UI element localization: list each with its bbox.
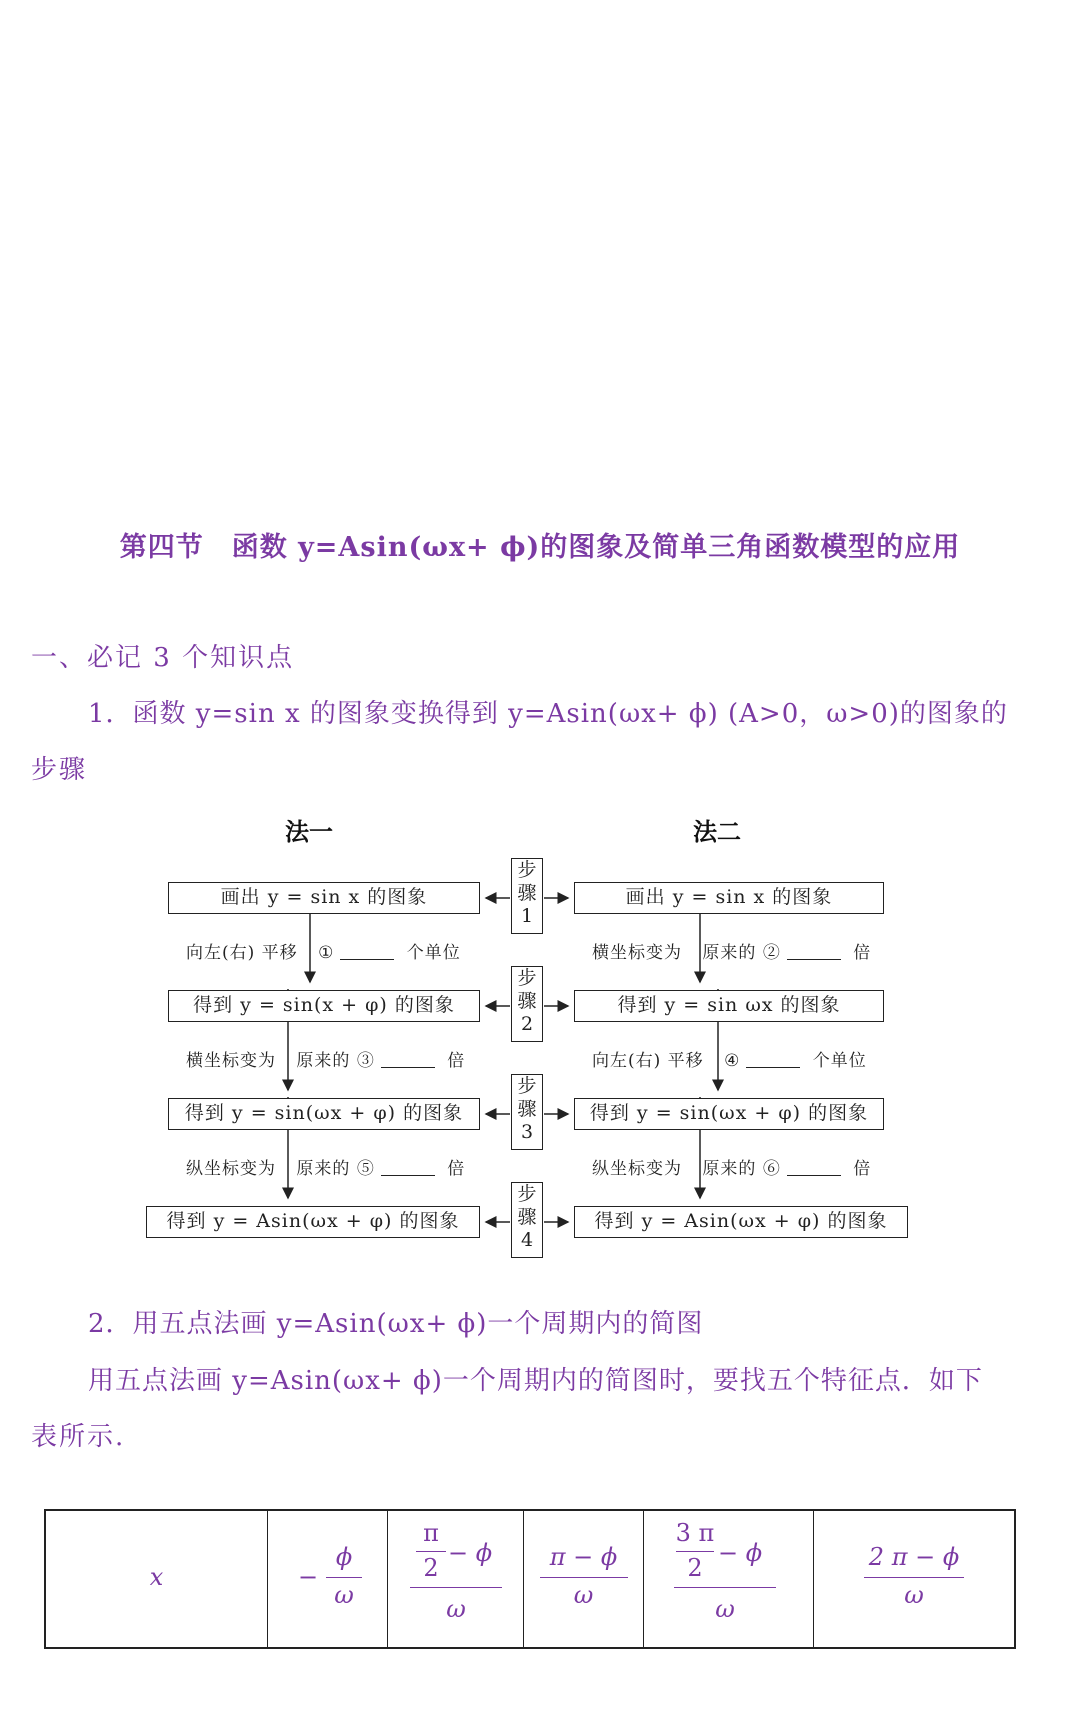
m1-op-1: 向左(右) 平移 ① 个单位 [186,943,461,963]
m2-op-2: 向左(右) 平移 ④ 个单位 [592,1051,867,1071]
step-box-3: 步 骤 3 [511,1074,543,1150]
table-cell-5: 2 π − ϕ ω [814,1511,1014,1647]
point-2-body: 用五点法画 y=Asin(ωx+ ϕ)一个周期内的简图时，要找五个特征点．如下 [88,1366,983,1396]
table-cell-4: 3 π 2 − ϕ ω [644,1511,814,1647]
step-box-4: 步 骤 4 [511,1182,543,1258]
m2-op-1: 横坐标变为 原来的 ② 倍 [592,943,872,963]
m2-box-2: 得到 y = sin ωx 的图象 [574,990,884,1022]
table-header-cell: x [46,1511,268,1647]
m1-box-3: 得到 y = sin(ωx + φ) 的图象 [168,1098,480,1130]
point-1-text: 1．函数 y=sin x 的图象变换得到 y=Asin(ωx+ ϕ) (A>0，ω>0)的图象的 [88,699,1008,729]
m1-box-4: 得到 y = Asin(ωx + φ) 的图象 [146,1206,480,1238]
section-heading: 一、必记 3 个知识点 [31,643,295,673]
step-box-2: 步 骤 2 [511,966,543,1042]
page-title: 第四节 函数 y=Asin(ωx+ ϕ)的图象及简单三角函数模型的应用 [119,532,961,563]
method-2-title: 法二 [693,817,741,846]
five-point-table [44,1509,1016,1649]
m1-op-2: 横坐标变为 原来的 ③ 倍 [186,1051,466,1071]
table-cell-3: π − ϕ ω [524,1511,644,1647]
point-2-body-continuation: 表所示. [31,1422,126,1452]
step-box-1: 步 骤 1 [511,858,543,934]
m1-op-3: 纵坐标变为 原来的 ⑤ 倍 [186,1159,466,1179]
m1-box-1: 画出 y = sin x 的图象 [168,882,480,914]
method-1-title: 法一 [285,817,333,846]
m2-op-3: 纵坐标变为 原来的 ⑥ 倍 [592,1159,872,1179]
m2-box-1: 画出 y = sin x 的图象 [574,882,884,914]
transformation-flowchart [0,800,1080,1280]
point-1-continuation: 步骤 [31,755,88,785]
point-2-heading: 2．用五点法画 y=Asin(ωx+ ϕ)一个周期内的简图 [88,1309,704,1339]
m1-box-2: 得到 y = sin(x + φ) 的图象 [168,990,480,1022]
m2-box-3: 得到 y = sin(ωx + φ) 的图象 [574,1098,884,1130]
table-cell-2: π 2 − ϕ ω [388,1511,524,1647]
m2-box-4: 得到 y = Asin(ωx + φ) 的图象 [574,1206,908,1238]
table-cell-1: − ϕ ω [268,1511,388,1647]
